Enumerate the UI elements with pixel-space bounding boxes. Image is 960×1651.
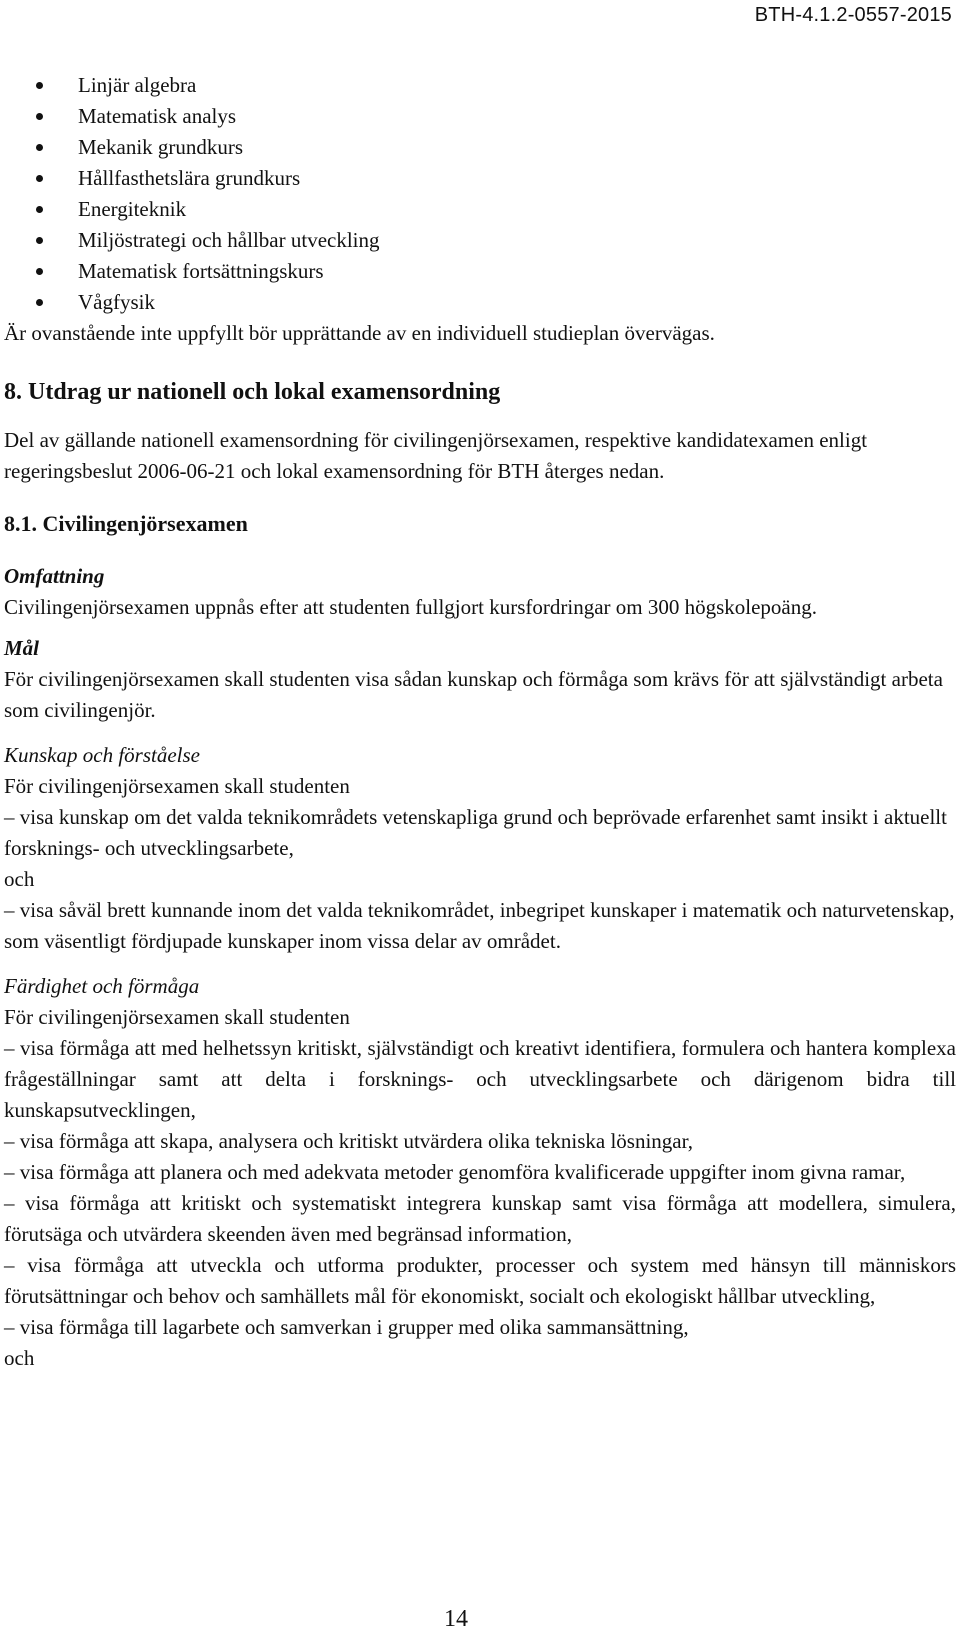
fardighet-item: – visa förmåga att utveckla och utforma produkter, processer och system med hänsyn till människors förutsättningar och behov och samhällets mål för ekonomiskt, socialt och ekologiskt hållbar utveckling, xyxy=(4,1253,956,1308)
fardighet-heading: Färdighet och förmåga xyxy=(4,974,200,998)
page-number: 14 xyxy=(444,1606,468,1632)
list-item xyxy=(4,70,956,101)
omfattning-text: Civilingenjörsexamen uppnås efter att studenten fullgjort kursfordringar om 300 högskolepoäng. xyxy=(4,595,817,619)
list-item xyxy=(4,287,956,318)
bullet-icon xyxy=(36,206,43,213)
bullet-icon xyxy=(36,175,43,182)
kunskap-connector: och xyxy=(4,867,35,891)
list-item xyxy=(4,132,956,163)
fardighet-item: – visa förmåga att skapa, analysera och kritiskt utvärdera olika tekniska lösningar, xyxy=(4,1129,694,1153)
course-list xyxy=(4,70,956,318)
course-name: Hållfasthetslära grundkurs xyxy=(78,166,301,190)
kunskap-heading: Kunskap och förståelse xyxy=(4,743,200,767)
course-name: Energiteknik xyxy=(78,197,187,221)
omfattning-heading: Omfattning xyxy=(4,564,105,588)
fardighet-connector: och xyxy=(4,1346,35,1370)
fardighet-lead: För civilingenjörsexamen skall studenten xyxy=(4,1005,350,1029)
course-name: Linjär algebra xyxy=(78,73,197,97)
fardighet-item: – visa förmåga till lagarbete och samverkan i grupper med olika sammansättning, xyxy=(4,1315,689,1339)
page-content xyxy=(4,70,956,1374)
kunskap-item: – visa såväl brett kunnande inom det valda teknikområdet, inbegripet kunskaper i matematik och naturvetenskap, som väsentligt fördjupade kunskaper inom vissa delar av området. xyxy=(4,898,955,953)
bullet-icon xyxy=(36,268,43,275)
fardighet-item: – visa förmåga att planera och med adekvata metoder genomföra kvalificerade uppgifter inom givna ramar, xyxy=(4,1160,906,1184)
section-8-intro: Del av gällande nationell examensordning för civilingenjörsexamen, respektive kandidatexamen enligt regeringsbeslut 2006-06-21 och lokal examensordning för BTH återges nedan. xyxy=(4,428,868,483)
fardighet-item: – visa förmåga att med helhetssyn kritiskt, självständigt och kreativt identifiera, formulera och hantera komplexa frågeställningar samt att delta i forsknings- och utvecklingsarbete och därigenom bidra till kunskapsutvecklingen, xyxy=(4,1036,956,1122)
bullet-icon xyxy=(36,299,43,306)
bullet-icon xyxy=(36,82,43,89)
course-name: Mekanik grundkurs xyxy=(78,135,244,159)
kunskap-item: – visa kunskap om det valda teknikområdets vetenskapliga grund och beprövade erfarenhet samt insikt i aktuellt forsknings- och utvecklingsarbete, xyxy=(4,805,947,860)
mal-text: För civilingenjörsexamen skall studenten visa sådan kunskap och förmåga som krävs för att självständigt arbeta som civilingenjör. xyxy=(4,667,943,722)
course-name: Matematisk fortsättningskurs xyxy=(78,259,324,283)
list-item xyxy=(4,256,956,287)
list-item xyxy=(4,101,956,132)
bullet-icon xyxy=(36,144,43,151)
section-8-title: 8. Utdrag ur nationell och lokal examensordning xyxy=(4,379,501,405)
course-name: Matematisk analys xyxy=(78,104,237,128)
course-name: Miljöstrategi och hållbar utveckling xyxy=(78,228,380,252)
document-id: BTH-4.1.2-0557-2015 xyxy=(754,4,952,26)
kunskap-lead: För civilingenjörsexamen skall studenten xyxy=(4,774,350,798)
study-plan-note: Är ovanstående inte uppfyllt bör upprättande av en individuell studieplan övervägas. xyxy=(4,321,715,345)
mal-heading: Mål xyxy=(4,636,40,660)
list-item xyxy=(4,194,956,225)
section-8-1-title: 8.1. Civilingenjörsexamen xyxy=(4,511,248,536)
list-item xyxy=(4,225,956,256)
bullet-icon xyxy=(36,113,43,120)
fardighet-item: – visa förmåga att kritiskt och systematiskt integrera kunskap samt visa förmåga att modellera, simulera, förutsäga och utvärdera skeenden även med begränsad information, xyxy=(4,1191,956,1246)
list-item xyxy=(4,163,956,194)
course-name: Vågfysik xyxy=(78,290,155,314)
bullet-icon xyxy=(36,237,43,244)
